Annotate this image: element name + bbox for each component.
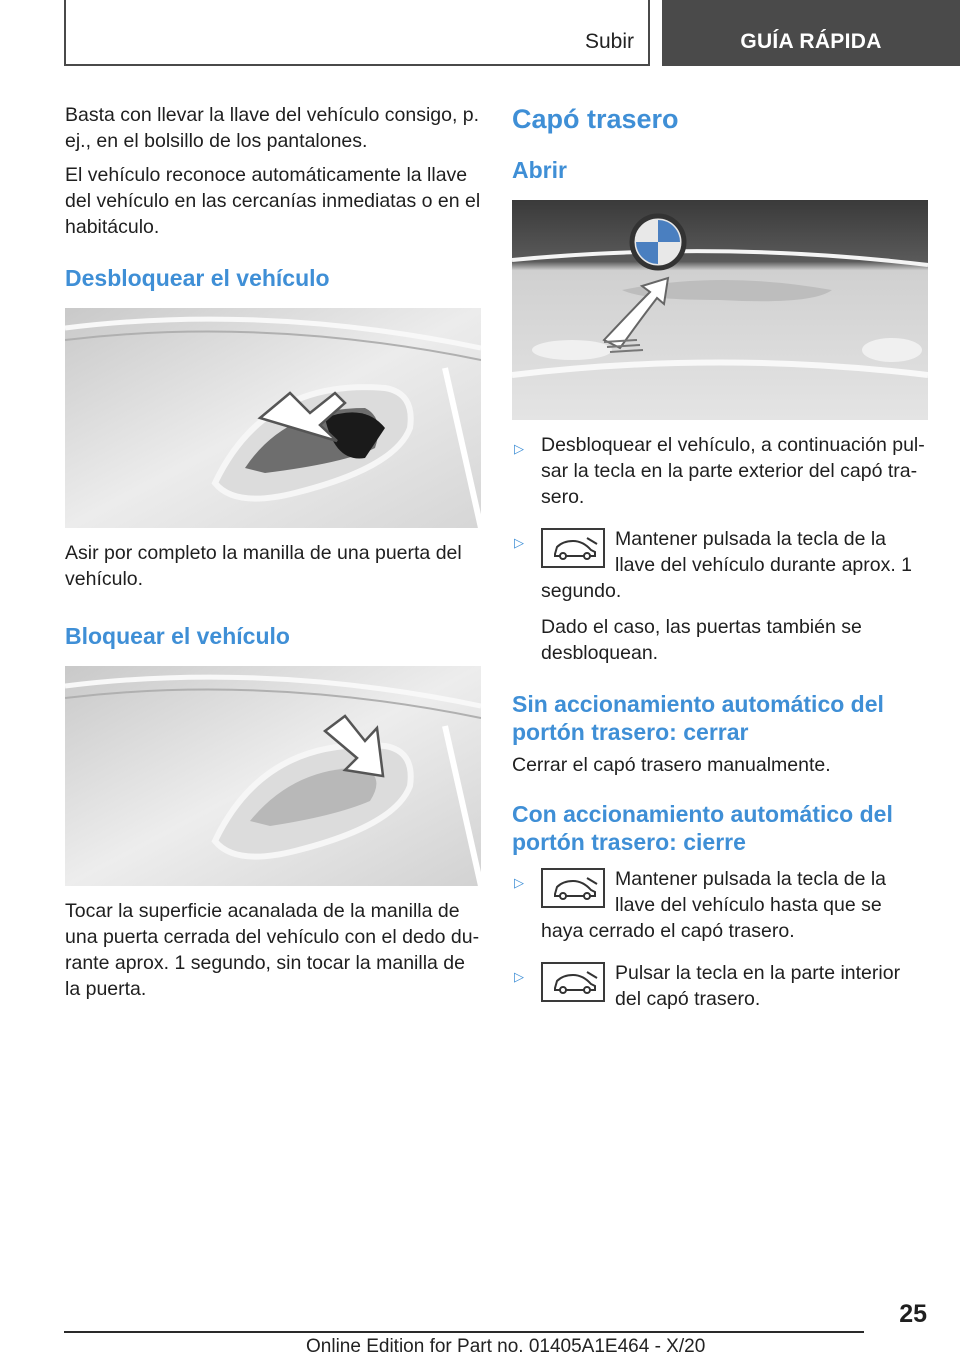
tailgate-key-button-icon bbox=[541, 528, 605, 568]
open-heading: Abrir bbox=[512, 157, 567, 183]
open-step-2-note: Dado el caso, las puertas también se desbloquean. bbox=[541, 616, 862, 664]
open-step-1-text: Desbloquear el vehículo, a continuación pulsar la tecla en la parte exterior del capó trasero. bbox=[541, 434, 925, 508]
auto-step-2 bbox=[512, 960, 928, 1012]
tailgate-button-image bbox=[512, 200, 928, 420]
bullet-triangle-icon: ▷ bbox=[514, 441, 524, 456]
lock-heading: Bloquear el vehículo bbox=[65, 623, 290, 649]
door-handle-lock-image bbox=[65, 666, 481, 886]
tailgate-interior-button-icon bbox=[541, 962, 605, 1002]
unlock-heading: Desbloquear el vehículo bbox=[65, 265, 330, 291]
no-auto-heading: Sin accionamiento automático del portón trasero: cerrar bbox=[512, 691, 884, 745]
footer-edition: Online Edition for Part no. 01405A1E464 - X/20 bbox=[306, 1336, 706, 1357]
tailgate-key-button-icon bbox=[541, 868, 605, 908]
tailgate-title: Capó trasero bbox=[512, 104, 679, 134]
open-step-2 bbox=[512, 526, 928, 666]
intro-paragraph-2: El vehículo reconoce automáticamente la llave del vehículo en las cercanías inmediatas o en el habitáculo. bbox=[65, 164, 481, 238]
header-section-label: GUÍA RÁPIDA bbox=[740, 30, 882, 53]
footer-divider bbox=[64, 1331, 864, 1333]
auto-step-1 bbox=[512, 866, 928, 944]
door-handle-unlock-image bbox=[65, 308, 481, 528]
auto-step-2-text: Pulsar la tecla en la parte interior del capó trasero. bbox=[615, 962, 901, 1010]
bullet-triangle-icon: ▷ bbox=[514, 969, 524, 984]
page-number: 25 bbox=[899, 1300, 927, 1328]
left-column bbox=[65, 102, 481, 1010]
bullet-triangle-icon: ▷ bbox=[514, 875, 524, 890]
no-auto-text: Cerrar el capó trasero manualmente. bbox=[512, 754, 831, 776]
bullet-triangle-icon: ▷ bbox=[514, 535, 524, 550]
header-section-tab[interactable] bbox=[662, 0, 960, 66]
right-column bbox=[512, 102, 928, 1012]
header-tab-subir[interactable] bbox=[64, 0, 650, 66]
header-tab-label: Subir bbox=[584, 30, 634, 53]
intro-paragraph-1: Basta con llevar la llave del vehículo consigo, p. ej., en el bolsillo de los pantalones. bbox=[65, 104, 480, 152]
open-step-1 bbox=[512, 432, 928, 510]
unlock-text: Asir por completo la manilla de una puerta del vehículo. bbox=[65, 542, 462, 590]
auto-heading: Con accionamiento automático del portón trasero: cierre bbox=[512, 801, 893, 855]
auto-step-1-text: Mantener pulsada la tecla de la llave del vehículo hasta que se haya cerrado el capó trasero. bbox=[541, 868, 887, 942]
open-step-2-text: Mantener pulsada la tecla de la llave del vehículo durante aprox. 1 segundo. bbox=[541, 528, 913, 602]
lock-text: Tocar la superficie acanalada de la manilla de una puerta cerrada del vehículo con el dedo durante aprox. 1 segundo, sin tocar la manilla de la puerta. bbox=[65, 900, 480, 1000]
